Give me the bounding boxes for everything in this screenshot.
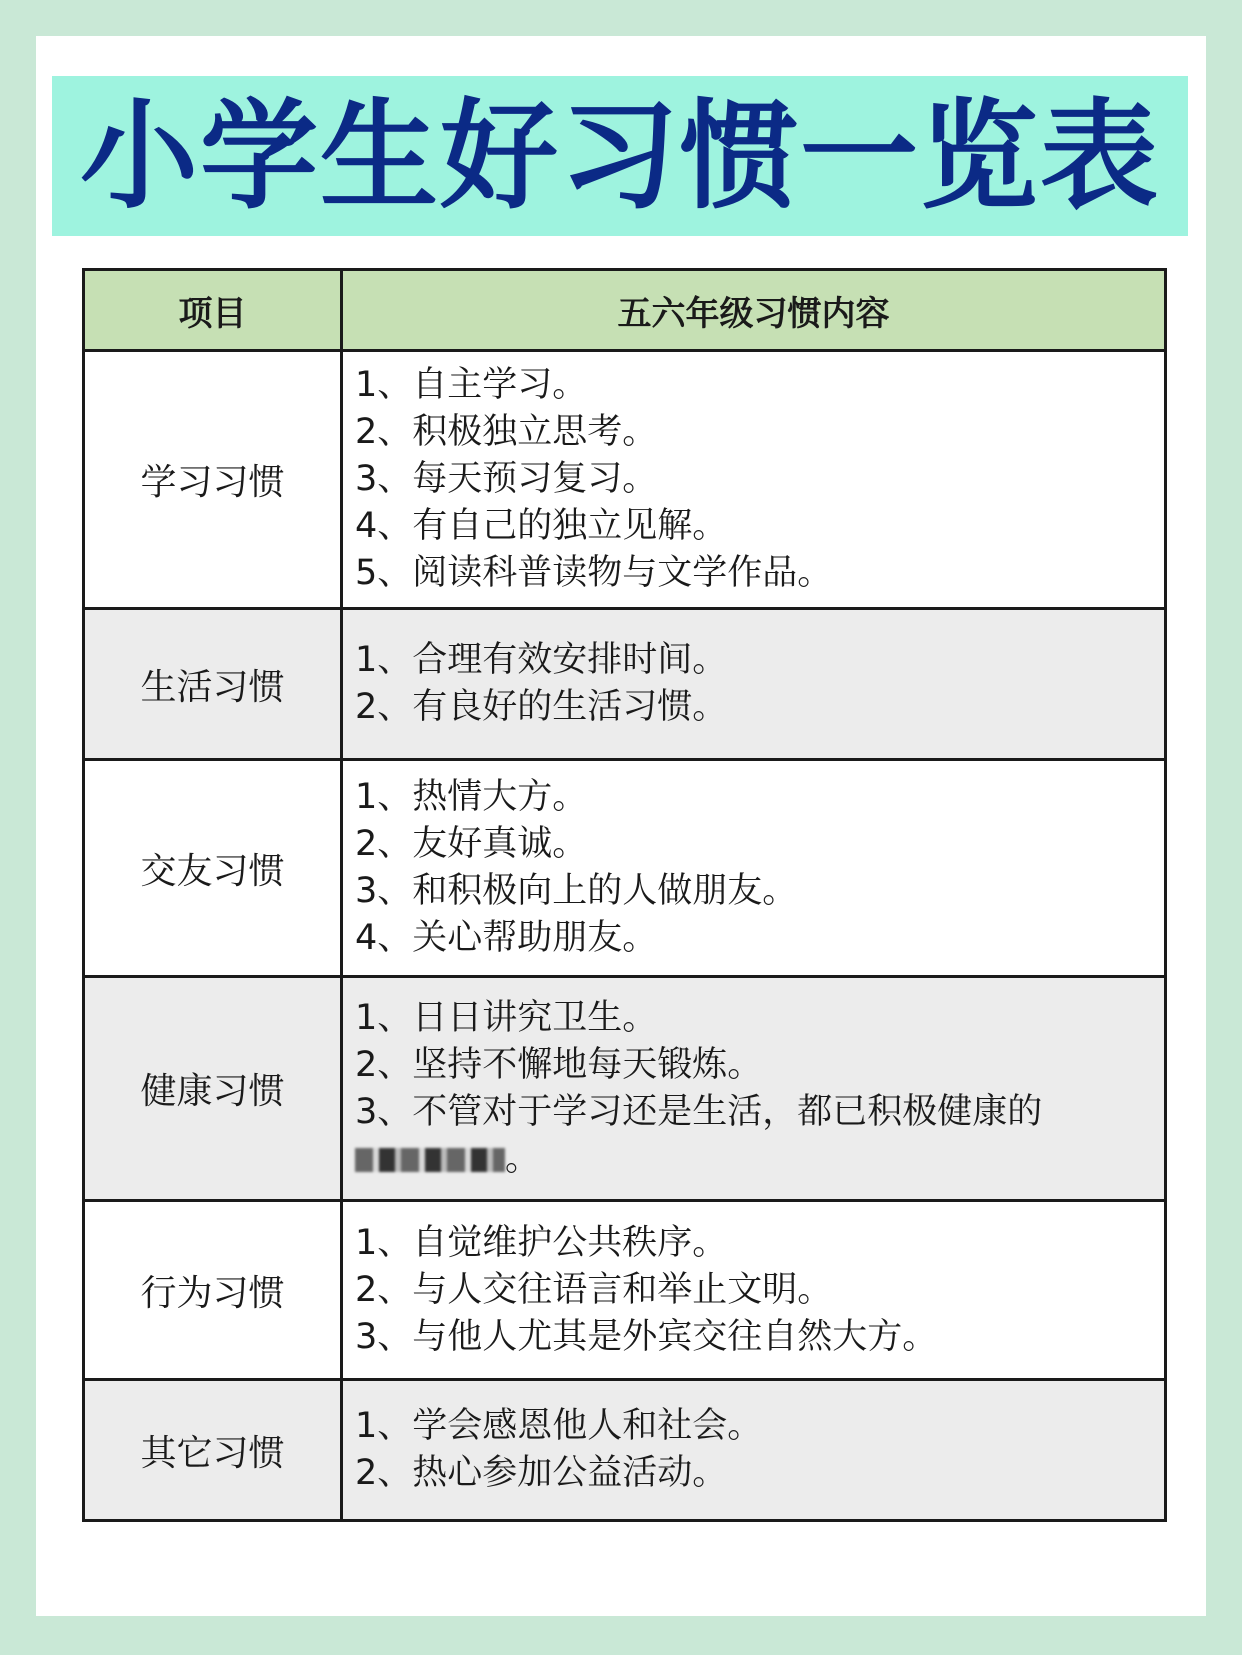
category-cell: 生活习惯 [84, 609, 342, 760]
category-cell: 其它习惯 [84, 1380, 342, 1521]
habit-table [82, 268, 1167, 1522]
table-row [84, 351, 1166, 609]
column-header-content: 五六年级习惯内容 [342, 270, 1166, 351]
list-item: 2、与人交往语言和举止文明。 [355, 1269, 833, 1310]
list-item-tail: 。 [505, 1138, 541, 1179]
obscured-text [355, 1148, 505, 1172]
table-row [84, 1201, 1166, 1380]
list-item: 3、每天预习复习。 [355, 459, 658, 499]
category-cell: 学习习惯 [84, 351, 342, 609]
list-item: 2、友好真诚。 [355, 824, 588, 864]
page-title: 小学生好习惯一览表 [79, 87, 1160, 225]
table-row [84, 609, 1166, 760]
content-cell [342, 1380, 1166, 1521]
list-item: 5、阅读科普读物与文学作品。 [355, 553, 833, 593]
table-row [84, 760, 1166, 977]
content-cell [342, 977, 1166, 1201]
table-row [84, 977, 1166, 1201]
list-item: 1、日日讲究卫生。 [355, 997, 658, 1038]
list-item: 1、合理有效安排时间。 [355, 640, 728, 680]
list-item: 2、有良好的生活习惯。 [355, 687, 728, 727]
list-item-continued [355, 1136, 1152, 1183]
list-item: 1、学会感恩他人和社会。 [355, 1406, 763, 1446]
category-cell: 交友习惯 [84, 760, 342, 977]
column-header-item: 项目 [84, 270, 342, 351]
list-item: 4、有自己的独立见解。 [355, 506, 728, 546]
table-header-row [84, 270, 1166, 351]
title-banner [52, 76, 1188, 236]
list-item: 3、和积极向上的人做朋友。 [355, 871, 798, 911]
content-cell [342, 1201, 1166, 1380]
list-item: 2、热心参加公益活动。 [355, 1453, 728, 1493]
page-card [36, 36, 1206, 1616]
table-row [84, 1380, 1166, 1521]
list-item: 1、自主学习。 [355, 365, 588, 405]
list-item: 3、与他人尤其是外宾交往自然大方。 [355, 1316, 938, 1357]
list-item: 1、热情大方。 [355, 777, 588, 817]
list-item: 1、自觉维护公共秩序。 [355, 1222, 728, 1263]
list-item: 2、积极独立思考。 [355, 412, 658, 452]
category-cell: 行为习惯 [84, 1201, 342, 1380]
list-item: 4、关心帮助朋友。 [355, 918, 658, 958]
list-item: 3、不管对于学习还是生活，都已积极健康的 [355, 1091, 1043, 1132]
content-cell [342, 760, 1166, 977]
list-item: 2、坚持不懈地每天锻炼。 [355, 1044, 763, 1085]
content-cell [342, 351, 1166, 609]
content-cell [342, 609, 1166, 760]
category-cell: 健康习惯 [84, 977, 342, 1201]
